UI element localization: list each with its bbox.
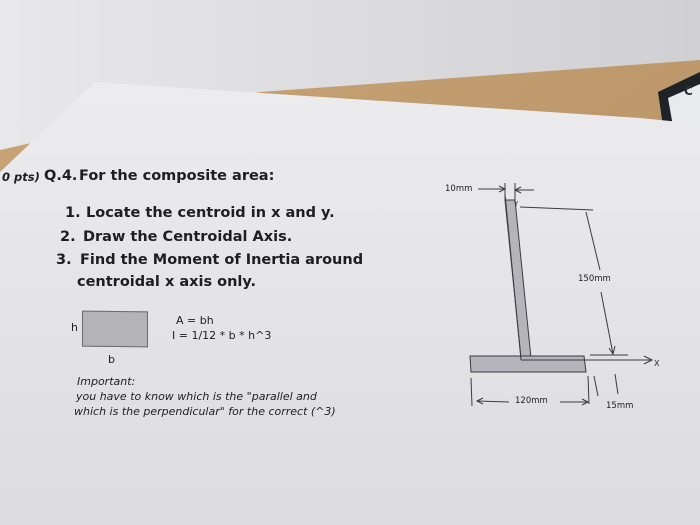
task-1-text: Locate the centroid in x and y.	[86, 205, 335, 221]
task-1-number: 1.	[65, 205, 81, 221]
note-title: Important:	[77, 375, 136, 388]
task-3-number: 3.	[56, 252, 72, 268]
task-3-continuation: centroidal x axis only.	[77, 274, 257, 290]
question-number: Q.4.	[44, 168, 78, 184]
task-2-text: Draw the Centroidal Axis.	[83, 229, 293, 245]
area-formula: A = bh	[176, 314, 214, 327]
x-axis-label: X	[654, 359, 660, 368]
y-axis-label: Y	[514, 200, 519, 208]
base-thickness-label: 15mm	[606, 401, 634, 411]
vertical-web	[505, 200, 531, 358]
note-line-1: you have to know which is the "parallel and	[76, 390, 317, 403]
question-prompt: For the composite area:	[79, 168, 275, 184]
rectangle-height-label: h	[71, 321, 78, 334]
device-edge-letter: C	[684, 84, 693, 98]
note-line-2: which is the perpendicular" for the correct (^3)	[74, 405, 336, 418]
task-2-number: 2.	[60, 229, 76, 245]
points-prefix: 0 pts)	[2, 170, 40, 184]
horizontal-flange	[470, 356, 586, 372]
inertia-formula: I = 1/12 * b * h^3	[172, 329, 272, 342]
web-thickness-label: 10mm	[445, 184, 473, 194]
task-3-text: Find the Moment of Inertia around	[80, 252, 364, 268]
base-width-label: 120mm	[515, 396, 548, 406]
rectangle-base-label: b	[108, 353, 115, 366]
height-label: 150mm	[578, 274, 611, 284]
